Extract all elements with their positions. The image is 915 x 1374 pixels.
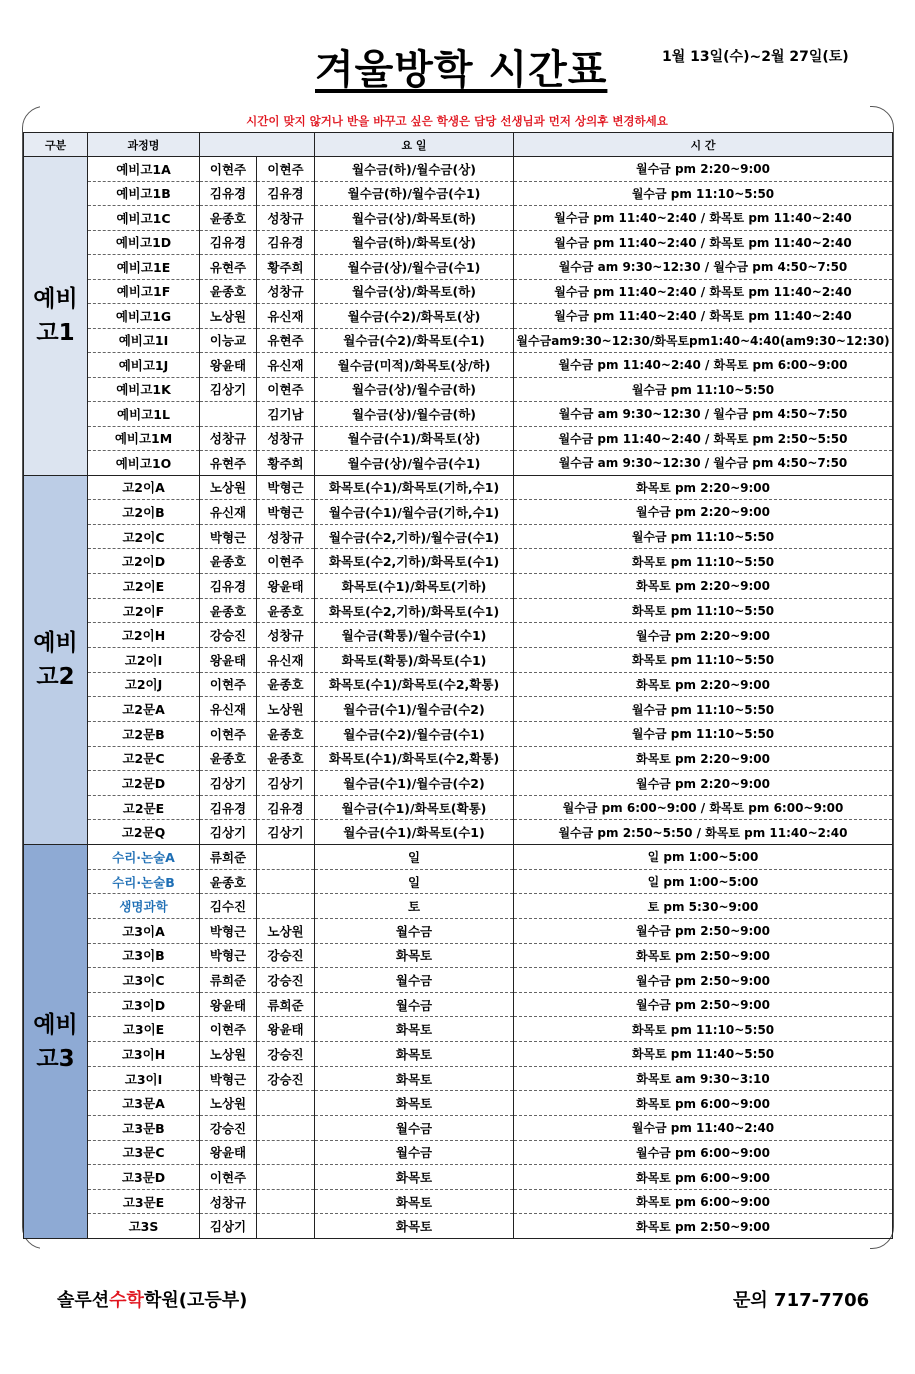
course-cell: 고2이E [88,574,200,599]
time-cell: 월수금 pm 11:10~5:50 [514,524,893,549]
day-cell: 화목토 [315,1189,514,1214]
course-cell: 예비고1L [88,402,200,427]
teacher1-cell [200,402,257,427]
teacher2-cell: 왕윤태 [257,574,315,599]
group-1-body [24,157,893,476]
teacher2-cell: 강승진 [257,943,315,968]
time-cell: 월수금 pm 6:00~9:00 [514,1140,893,1165]
teacher1-cell: 노상원 [200,1091,257,1116]
course-cell: 예비고1O [88,451,200,476]
time-cell: 화목토 pm 6:00~9:00 [514,1165,893,1190]
day-cell: 화목토(수1)/화목토(기하) [315,574,514,599]
course-cell: 고2이H [88,623,200,648]
course-cell: 고2이J [88,672,200,697]
table-row [24,377,893,402]
time-cell: 월수금 pm 2:20~9:00 [514,500,893,525]
teacher2-cell: 황주희 [257,451,315,476]
course-cell: 고2문C [88,746,200,771]
table-row [24,402,893,427]
time-cell: 화목토 pm 2:20~9:00 [514,475,893,500]
teacher1-cell: 윤종호 [200,598,257,623]
teacher1-cell: 유현주 [200,255,257,280]
group-label-line1: 예비 [33,1011,78,1038]
time-cell: 월수금 pm 6:00~9:00 / 화목토 pm 6:00~9:00 [514,795,893,820]
time-cell: 일 pm 1:00~5:00 [514,845,893,870]
day-cell: 화목토 [315,1066,514,1091]
teacher2-cell: 성창규 [257,279,315,304]
time-cell: 화목토 pm 6:00~9:00 [514,1189,893,1214]
time-cell: 화목토 pm 11:10~5:50 [514,549,893,574]
time-cell: 월수금 pm 11:40~2:40 [514,1115,893,1140]
time-cell: 월수금 pm 11:40~2:40 / 화목토 pm 11:40~2:40 [514,230,893,255]
table-row [24,1066,893,1091]
teacher2-cell: 이현주 [257,549,315,574]
course-cell: 예비고1J [88,353,200,378]
course-cell: 수리·논술B [88,869,200,894]
time-cell: 월수금 pm 2:50~5:50 / 화목토 pm 11:40~2:40 [514,820,893,845]
day-cell: 월수금(수1)/화목토(상) [315,426,514,451]
time-cell: 화목토 am 9:30~3:10 [514,1066,893,1091]
course-cell: 고3이A [88,918,200,943]
group-label-line2: 고3 [36,1045,75,1072]
day-cell: 화목토(수1)/화목토(기하,수1) [315,475,514,500]
time-cell: 화목토 pm 11:40~5:50 [514,1042,893,1067]
table-row [24,1189,893,1214]
teacher1-cell: 김상기 [200,820,257,845]
table-row [24,181,893,206]
teacher1-cell: 유신재 [200,697,257,722]
day-cell: 화목토 [315,1091,514,1116]
time-cell: 월수금 pm 11:40~2:40 / 화목토 pm 11:40~2:40 [514,304,893,329]
time-cell: 월수금 pm 11:10~5:50 [514,181,893,206]
table-row [24,968,893,993]
table-header-row [24,133,893,157]
time-cell: 월수금 pm 2:20~9:00 [514,623,893,648]
teacher1-cell: 박형근 [200,1066,257,1091]
teacher2-cell: 성창규 [257,623,315,648]
time-cell: 월수금 am 9:30~12:30 / 월수금 pm 4:50~7:50 [514,451,893,476]
course-cell: 고3문D [88,1165,200,1190]
teacher1-cell: 왕윤태 [200,353,257,378]
course-cell: 고2문A [88,697,200,722]
table-row [24,992,893,1017]
teacher1-cell: 김상기 [200,377,257,402]
day-cell: 화목토 [315,1214,514,1239]
course-cell: 고3문A [88,1091,200,1116]
table-row [24,795,893,820]
day-cell: 화목토(수1)/화목토(수2,확통) [315,672,514,697]
table-row [24,524,893,549]
teacher2-cell: 김유경 [257,230,315,255]
course-cell: 고3이I [88,1066,200,1091]
teacher1-cell: 왕윤태 [200,1140,257,1165]
teacher1-cell: 이현주 [200,721,257,746]
teacher2-cell [257,1165,315,1190]
table-row [24,230,893,255]
table-row [24,1017,893,1042]
teacher1-cell: 윤종호 [200,869,257,894]
time-cell: 화목토 pm 2:20~9:00 [514,574,893,599]
teacher2-cell: 왕윤태 [257,1017,315,1042]
day-cell: 월수금(수1)/월수금(수2) [315,697,514,722]
time-cell: 월수금 pm 2:50~9:00 [514,968,893,993]
teacher2-cell: 성창규 [257,206,315,231]
day-cell: 화목토 [315,943,514,968]
course-cell: 고3문B [88,1115,200,1140]
course-cell: 예비고1A [88,157,200,182]
course-cell: 고2문D [88,771,200,796]
teacher2-cell: 유신재 [257,353,315,378]
teacher1-cell: 노상원 [200,475,257,500]
course-cell: 고3S [88,1214,200,1239]
day-cell: 화목토(확통)/화목토(수1) [315,647,514,672]
teacher2-cell: 김상기 [257,820,315,845]
academy-suffix: 학원(고등부) [143,1290,248,1311]
teacher2-cell: 노상원 [257,918,315,943]
table-row [24,475,893,500]
course-cell: 생명과학 [88,894,200,919]
teacher1-cell: 성창규 [200,426,257,451]
course-cell: 고2문Q [88,820,200,845]
day-cell: 월수금 [315,992,514,1017]
time-cell: 월수금 pm 2:50~9:00 [514,992,893,1017]
table-row [24,279,893,304]
time-cell: 화목토 pm 6:00~9:00 [514,1091,893,1116]
time-cell: 일 pm 1:00~5:00 [514,869,893,894]
teacher2-cell [257,1091,315,1116]
table-row [24,845,893,870]
day-cell: 월수금(미적)/화목토(상/하) [315,353,514,378]
table-row [24,647,893,672]
table-row [24,771,893,796]
day-cell: 화목토 [315,1017,514,1042]
teacher1-cell: 김유경 [200,795,257,820]
academy-prefix: 솔루션 [57,1290,110,1311]
teacher2-cell: 김기남 [257,402,315,427]
course-cell: 예비고1B [88,181,200,206]
course-cell: 예비고1K [88,377,200,402]
day-cell: 월수금(수2)/화목토(상) [315,304,514,329]
table-row [24,304,893,329]
teacher1-cell: 윤종호 [200,549,257,574]
course-cell: 예비고1F [88,279,200,304]
time-cell: 월수금 pm 11:10~5:50 [514,721,893,746]
time-cell: 월수금 pm 11:40~2:40 / 화목토 pm 11:40~2:40 [514,279,893,304]
table-row [24,820,893,845]
teacher2-cell: 성창규 [257,426,315,451]
teacher1-cell: 류희준 [200,968,257,993]
academy-highlight: 수학 [109,1290,144,1311]
day-cell: 월수금(상)/화목토(하) [315,206,514,231]
group-label [24,845,88,1239]
time-cell: 월수금 pm 2:20~9:00 [514,771,893,796]
day-cell: 월수금(상)/월수금(수1) [315,451,514,476]
time-cell: 월수금am9:30~12:30/화목토pm1:40~4:40(am9:30~12:30) [514,328,893,353]
time-cell: 화목토 pm 11:10~5:50 [514,647,893,672]
day-cell: 화목토 [315,1042,514,1067]
teacher1-cell: 강승진 [200,1115,257,1140]
day-cell: 월수금(상)/월수금(수1) [315,255,514,280]
teacher1-cell: 이현주 [200,672,257,697]
teacher1-cell: 이현주 [200,157,257,182]
course-cell: 고3문C [88,1140,200,1165]
teacher1-cell: 김유경 [200,230,257,255]
time-cell: 화목토 pm 2:50~9:00 [514,1214,893,1239]
table-row [24,574,893,599]
time-cell: 화목토 pm 2:20~9:00 [514,672,893,697]
header-time: 시 간 [514,133,893,157]
course-cell: 고3문E [88,1189,200,1214]
teacher1-cell: 이현주 [200,1165,257,1190]
course-cell: 예비고1C [88,206,200,231]
day-cell: 월수금(하)/월수금(상) [315,157,514,182]
time-cell: 월수금 pm 2:50~9:00 [514,918,893,943]
header-teachers [200,133,315,157]
teacher1-cell: 김상기 [200,1214,257,1239]
day-cell: 월수금(수2,기하)/월수금(수1) [315,524,514,549]
teacher2-cell [257,1214,315,1239]
notice-text: 시간이 맞지 않거나 반을 바꾸고 싶은 학생은 담당 선생님과 먼저 상의후 변경하세요 [246,114,668,128]
table-row [24,1091,893,1116]
course-cell: 고3이H [88,1042,200,1067]
teacher1-cell: 류희준 [200,845,257,870]
course-cell: 고2이C [88,524,200,549]
table-row [24,623,893,648]
day-cell: 월수금 [315,1115,514,1140]
teacher2-cell: 유신재 [257,304,315,329]
teacher1-cell: 이능교 [200,328,257,353]
time-cell: 화목토 pm 11:10~5:50 [514,598,893,623]
teacher1-cell: 윤종호 [200,746,257,771]
day-cell: 토 [315,894,514,919]
time-cell: 월수금 am 9:30~12:30 / 월수금 pm 4:50~7:50 [514,402,893,427]
teacher2-cell: 김유경 [257,795,315,820]
teacher1-cell: 왕윤태 [200,992,257,1017]
course-cell: 고2이B [88,500,200,525]
table-row [24,721,893,746]
day-cell: 화목토(수2,기하)/화목토(수1) [315,549,514,574]
day-cell: 월수금(수2)/화목토(수1) [315,328,514,353]
page-title: 겨울방학 시간표 [315,47,608,93]
teacher2-cell: 윤종호 [257,672,315,697]
header-day: 요 일 [315,133,514,157]
group-2-body [24,475,893,845]
teacher2-cell [257,869,315,894]
table-row [24,746,893,771]
course-cell: 고2이D [88,549,200,574]
time-cell: 월수금 pm 11:40~2:40 / 화목토 pm 6:00~9:00 [514,353,893,378]
table-row [24,1165,893,1190]
day-cell: 월수금 [315,968,514,993]
teacher1-cell: 김유경 [200,181,257,206]
header-course: 과정명 [88,133,200,157]
academy-name [57,1286,247,1312]
teacher1-cell: 유현주 [200,451,257,476]
time-cell: 토 pm 5:30~9:00 [514,894,893,919]
teacher2-cell [257,894,315,919]
teacher2-cell: 노상원 [257,697,315,722]
course-cell: 고2이I [88,647,200,672]
teacher2-cell: 이현주 [257,157,315,182]
time-cell: 화목토 pm 2:20~9:00 [514,746,893,771]
teacher2-cell: 박형근 [257,500,315,525]
contact-number: 문의 717-7706 [733,1290,870,1311]
course-cell: 고3이B [88,943,200,968]
group-label-line1: 예비 [33,629,78,656]
teacher2-cell: 윤종호 [257,598,315,623]
teacher2-cell: 윤종호 [257,746,315,771]
group-label-line2: 고1 [36,319,75,346]
teacher1-cell: 강승진 [200,623,257,648]
teacher1-cell: 박형근 [200,918,257,943]
course-cell: 예비고1I [88,328,200,353]
teacher1-cell: 유신재 [200,500,257,525]
group-label-line2: 고2 [36,663,75,690]
group-label [24,475,88,845]
day-cell: 월수금(수1)/화목토(확통) [315,795,514,820]
time-cell: 월수금 pm 11:10~5:50 [514,697,893,722]
day-cell: 일 [315,869,514,894]
day-cell: 화목토(수2,기하)/화목토(수1) [315,598,514,623]
day-cell: 화목토(수1)/화목토(수2,확통) [315,746,514,771]
time-cell: 월수금 pm 11:40~2:40 / 화목토 pm 11:40~2:40 [514,206,893,231]
header-group: 구분 [24,133,88,157]
teacher2-cell: 성창규 [257,524,315,549]
day-cell: 월수금(수1)/월수금(수2) [315,771,514,796]
date-range: 1월 13일(수)~2월 27일(토) [662,49,849,65]
course-cell: 예비고1E [88,255,200,280]
course-cell: 고3이E [88,1017,200,1042]
teacher2-cell: 유신재 [257,647,315,672]
course-cell: 고3이C [88,968,200,993]
time-cell: 월수금 am 9:30~12:30 / 월수금 pm 4:50~7:50 [514,255,893,280]
teacher2-cell: 황주희 [257,255,315,280]
table-row [24,451,893,476]
teacher1-cell: 이현주 [200,1017,257,1042]
day-cell: 월수금 [315,1140,514,1165]
table-row [24,426,893,451]
course-cell: 고2이A [88,475,200,500]
teacher1-cell: 노상원 [200,1042,257,1067]
table-row [24,353,893,378]
teacher2-cell: 유현주 [257,328,315,353]
teacher1-cell: 왕윤태 [200,647,257,672]
day-cell: 월수금(상)/월수금(하) [315,402,514,427]
teacher1-cell: 박형근 [200,524,257,549]
day-cell: 월수금(하)/월수금(수1) [315,181,514,206]
teacher1-cell: 김유경 [200,574,257,599]
teacher2-cell [257,1189,315,1214]
course-cell: 예비고1D [88,230,200,255]
course-cell: 고2문B [88,721,200,746]
day-cell: 월수금(수1)/화목토(수1) [315,820,514,845]
day-cell: 월수금(상)/화목토(하) [315,279,514,304]
teacher1-cell: 윤종호 [200,206,257,231]
teacher2-cell: 윤종호 [257,721,315,746]
table-row [24,869,893,894]
time-cell: 화목토 pm 11:10~5:50 [514,1017,893,1042]
table-row [24,1115,893,1140]
day-cell: 월수금(수2)/월수금(수1) [315,721,514,746]
course-cell: 고3이D [88,992,200,1017]
table-row [24,1214,893,1239]
teacher2-cell [257,1115,315,1140]
day-cell: 화목토 [315,1165,514,1190]
table-row [24,1042,893,1067]
table-row [24,672,893,697]
teacher1-cell: 김수진 [200,894,257,919]
teacher1-cell: 김상기 [200,771,257,796]
table-row [24,549,893,574]
course-cell: 예비고1G [88,304,200,329]
teacher2-cell: 강승진 [257,1042,315,1067]
table-row [24,894,893,919]
teacher1-cell: 박형근 [200,943,257,968]
day-cell: 일 [315,845,514,870]
day-cell: 월수금(하)/화목토(상) [315,230,514,255]
table-row [24,500,893,525]
course-cell: 고2이F [88,598,200,623]
teacher1-cell: 성창규 [200,1189,257,1214]
time-cell: 화목토 pm 2:50~9:00 [514,943,893,968]
table-row [24,1140,893,1165]
table-row [24,943,893,968]
table-row [24,206,893,231]
teacher2-cell: 류희준 [257,992,315,1017]
course-cell: 고2문E [88,795,200,820]
time-cell: 월수금 pm 11:10~5:50 [514,377,893,402]
teacher2-cell: 김유경 [257,181,315,206]
group-label [24,157,88,476]
table-row [24,328,893,353]
schedule-table [23,132,893,1239]
teacher2-cell [257,1140,315,1165]
teacher2-cell: 김상기 [257,771,315,796]
table-row [24,918,893,943]
course-cell: 예비고1M [88,426,200,451]
teacher1-cell: 윤종호 [200,279,257,304]
group-3-body [24,845,893,1239]
course-cell: 수리·논술A [88,845,200,870]
teacher2-cell: 박형근 [257,475,315,500]
table-row [24,598,893,623]
teacher2-cell: 이현주 [257,377,315,402]
teacher1-cell: 노상원 [200,304,257,329]
time-cell: 월수금 pm 2:20~9:00 [514,157,893,182]
table-row [24,157,893,182]
group-label-line1: 예비 [33,285,78,312]
table-row [24,255,893,280]
day-cell: 월수금(확통)/월수금(수1) [315,623,514,648]
day-cell: 월수금 [315,918,514,943]
teacher2-cell: 강승진 [257,1066,315,1091]
day-cell: 월수금(수1)/월수금(기하,수1) [315,500,514,525]
table-row [24,697,893,722]
time-cell: 월수금 pm 11:40~2:40 / 화목토 pm 2:50~5:50 [514,426,893,451]
teacher2-cell: 강승진 [257,968,315,993]
teacher2-cell [257,845,315,870]
day-cell: 월수금(상)/월수금(하) [315,377,514,402]
